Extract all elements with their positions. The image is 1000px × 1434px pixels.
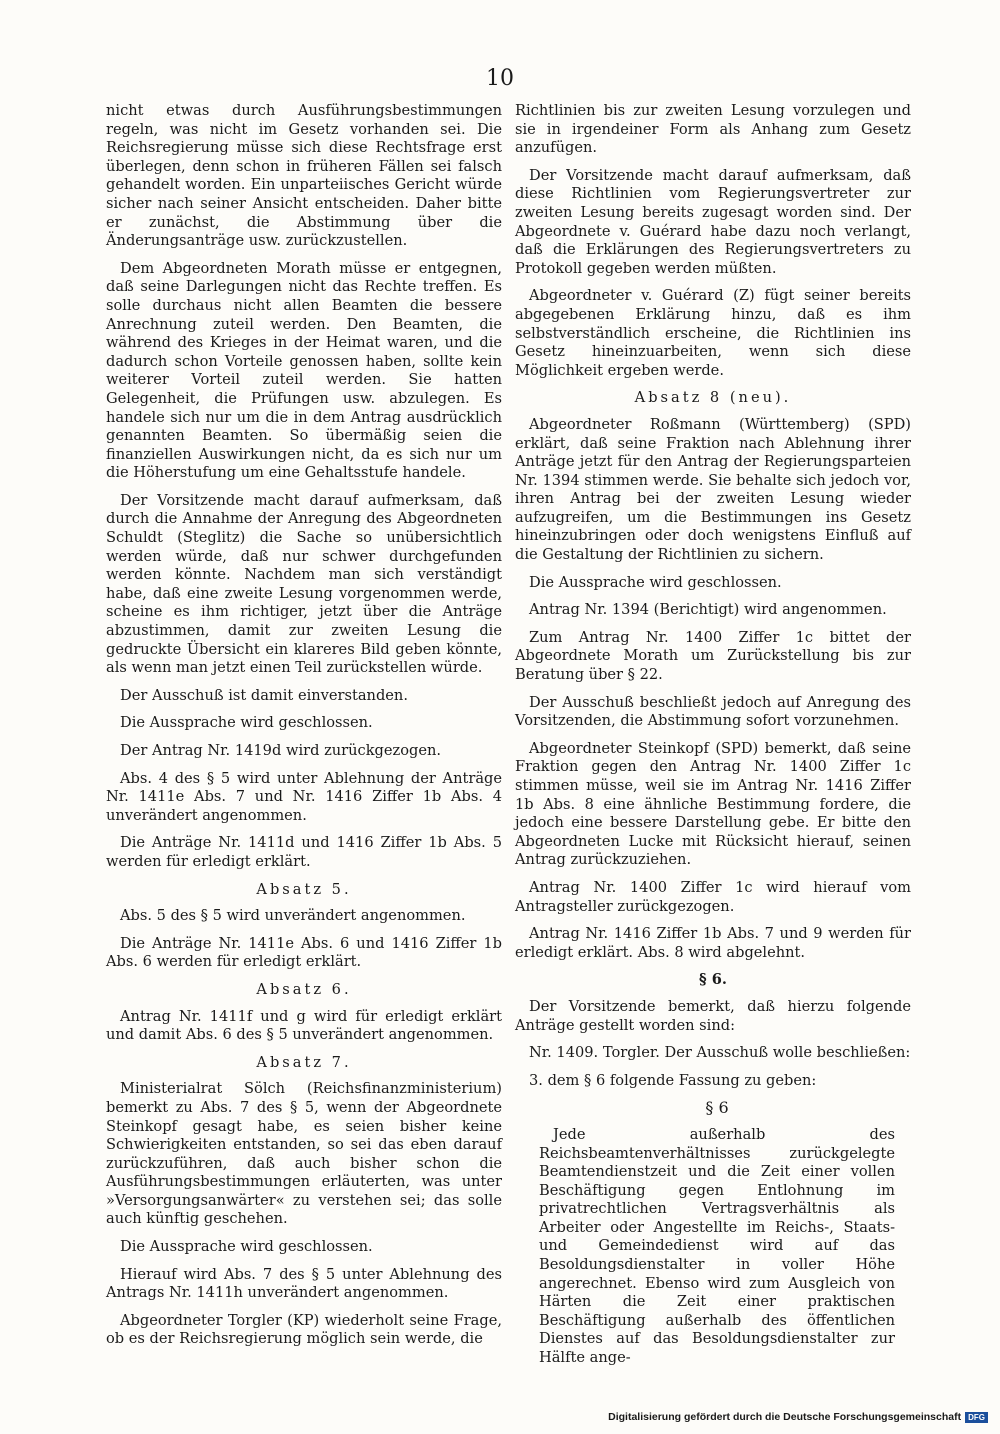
paragraph: Abgeordneter Steinkopf (SPD) bemerkt, daß seine Fraktion gegen den Antrag Nr. 1400 Ziffer 1c stimmen müsse, weil sie im Antrag Nr. 1416 Ziffer 1b Abs. 8 eine ähnliche Bestimmung fordere, die jedoch eine bessere Darstellung gebe. Er bitte den Abgeordneten Lucke mit Rücksicht hierauf, seinen Antrag zurückzuziehen. xyxy=(515,739,911,869)
paragraph: Die Aussprache wird geschlossen. xyxy=(120,714,373,732)
section-heading: Absatz 8 (neu). xyxy=(634,389,792,407)
paragraph: Jede außerhalb des Reichsbeamtenverhältnisses zurückgelegte Beamtendienstzeit und die Zeit einer vollen Beschäftigung gegen Entlohnung im privatrechtlichen Vertragsverhältnis als Arbeiter oder Angestellte im Reichs-, Staats- und Gemeindedienst wird auf das Besoldungsdienstalter in voller Höhe angerechnet. Ebenso wird zum Ausgleich von Härten die Zeit einer praktischen Beschäftigung außerhalb des öffentlichen Dienstes auf das Besoldungsdienstalter zur Hälfte ange- xyxy=(539,1125,895,1367)
paragraph: Richtlinien bis zur zweiten Lesung vorzulegen und sie in irgendeiner Form als Anhang zum Gesetz anzufügen. xyxy=(515,102,911,157)
paragraph: Die Aussprache wird geschlossen. xyxy=(529,573,782,591)
quoted-proposal xyxy=(539,1099,895,1367)
dfg-logo-icon: DFG xyxy=(965,1412,988,1423)
paragraph: Abgeordneter Torgler (KP) wiederholt seine Frage, ob es der Reichsregierung möglich sein werde, die xyxy=(106,1311,502,1348)
paragraph: Der Ausschuß beschließt jedoch auf Anregung des Vorsitzenden, die Abstimmung sofort vorzunehmen. xyxy=(515,693,911,730)
paragraph: 3. dem § 6 folgende Fassung zu geben: xyxy=(529,1071,817,1089)
paragraph: Antrag Nr. 1394 (Berichtigt) wird angenommen. xyxy=(529,601,887,619)
paragraph: Antrag Nr. 1416 Ziffer 1b Abs. 7 und 9 werden für erledigt erklärt. Abs. 8 wird abgelehnt. xyxy=(515,925,911,961)
paragraph: Der Vorsitzende macht darauf aufmerksam, daß diese Richtlinien vom Regierungsvertreter zur zweiten Lesung bereits zugesagt worden sind. Der Abgeordnete v. Guérard habe dazu noch verlangt, daß die Erklärungen des Regierungsvertreters zu Protokoll gegeben werden müßten. xyxy=(515,166,911,277)
paragraph: Der Antrag Nr. 1419d wird zurückgezogen. xyxy=(120,742,442,759)
paragraph: Hierauf wird Abs. 7 des § 5 unter Ablehnung des Antrags Nr. 1411h unverändert angenommen. xyxy=(106,1265,502,1302)
paragraph: Zum Antrag Nr. 1400 Ziffer 1c bittet der Abgeordnete Morath um Zurückstellung bis zur Beratung über § 22. xyxy=(515,628,911,684)
footer xyxy=(608,1411,988,1423)
paragraph: Abs. 5 des § 5 wird unverändert angenommen. xyxy=(120,907,466,925)
paragraph: Der Vorsitzende macht darauf aufmerksam, daß durch die Annahme der Anregung des Abgeordneten Schuldt (Steglitz) die Sache so unübersichtlich werden würde, daß nur schwer durchgefunden werden könnte. Nachdem man sich verständigt habe, daß eine zweite Lesung vorgenommen werde, scheine es ihm richtiger, jetzt über die Anträge abzustimmen, damit zur zweiten Lesung die gedruckte Übersicht ein klareres Bild geben könnte, als wenn man jetzt einen Teil zurückstellen würde. xyxy=(106,491,502,677)
paragraph: Die Aussprache wird geschlossen. xyxy=(120,1238,373,1256)
section-heading: § 6. xyxy=(699,971,727,989)
paragraph: Die Anträge Nr. 1411e Abs. 6 und 1416 Ziffer 1b Abs. 6 werden für erledigt erklärt. xyxy=(106,934,502,971)
paragraph: Abgeordneter v. Guérard (Z) fügt seiner bereits abgegebenen Erklärung hinzu, daß es ihm selbstverständlich erscheine, die Richtlinien ins Gesetz hineinzuarbeiten, wenn sich diese Möglichkeit ergeben werde. xyxy=(515,287,911,379)
paragraph: Die Anträge Nr. 1411d und 1416 Ziffer 1b Abs. 5 werden für erledigt erklärt. xyxy=(106,834,502,870)
paragraph: nicht etwas durch Ausführungsbestimmungen regeln, was nicht im Gesetz vorhanden sei. Die Reichsregierung müsse sich diese Rechtsfrage erst überlegen, denn schon in früheren Fällen sei falsch gehandelt worden. Ein unparteiisches Gericht würde sicher nach seiner Ansicht entscheiden. Daher bitte er zunächst, die Abstimmung über die Änderungsanträge usw. zurückzustellen. xyxy=(106,102,502,250)
section-heading: Absatz 5. xyxy=(256,880,352,898)
paragraph: Nr. 1409. Torgler. Der Ausschuß wolle beschließen: xyxy=(529,1044,911,1062)
paragraph: Der Vorsitzende bemerkt, daß hierzu folgende Anträge gestellt worden sind: xyxy=(515,997,911,1034)
paragraph: Ministerialrat Sölch (Reichsfinanzministerium) bemerkt zu Abs. 7 des § 5, wenn der Abgeordnete Steinkopf gesagt habe, es seien bisher keine Schwierigkeiten entstanden, so sei das eben darauf zurückzuführen, daß auch bisher schon die Ausführungsbestimmungen erläuterten, was unter »Versorgungsanwärter« zu verstehen sei; das solle auch künftig geschehen. xyxy=(106,1080,502,1228)
section-heading: § 6 xyxy=(705,1098,729,1118)
paragraph: Dem Abgeordneten Morath müsse er entgegnen, daß seine Darlegungen nicht das Rechte treffen. Es solle durchaus nicht allen Beamten die bessere Anrechnung zuteil werden. Den Beamten, die während des Krieges in der Heimat waren, und die dadurch schon Vorteile genossen haben, sollte kein weiterer Vorteil zuteil werden. Sie hatten Gelegenheit, die Prüfungen usw. abzulegen. Es handele sich nur um die in dem Antrag ausdrücklich genannten Beamten. So übermäßig seien die finanziellen Auswirkungen nicht, da es sich nur um die Höherstufung um eine Gehaltsstufe handele. xyxy=(106,259,502,482)
page-number: 10 xyxy=(486,66,514,91)
section-heading: Absatz 7. xyxy=(256,1053,352,1071)
footer-text: Digitalisierung gefördert durch die Deutsche Forschungsgemeinschaft xyxy=(608,1411,962,1423)
section-heading: Absatz 6. xyxy=(256,980,352,998)
right-column xyxy=(515,102,911,1377)
paragraph: Abgeordneter Roßmann (Württemberg) (SPD) erklärt, daß seine Fraktion nach Ablehnung ihrer Anträge jetzt für den Antrag der Regierungsparteien Nr. 1394 stimmen werde. Sie behalte sich jedoch vor, ihren Antrag bei der zweiten Lesung wieder aufzugreifen, um die Bestimmungen ins Gesetz hineinzubringen oder doch wenigstens Einfluß auf die Gestaltung der Richtlinien zu sichern. xyxy=(515,415,911,564)
left-column xyxy=(106,102,502,1358)
paragraph: Abs. 4 des § 5 wird unter Ablehnung der Anträge Nr. 1411e Abs. 7 und Nr. 1416 Ziffer 1b Abs. 4 unverändert angenommen. xyxy=(106,769,502,824)
paragraph: Der Ausschuß ist damit einverstanden. xyxy=(120,686,408,704)
paragraph: Antrag Nr. 1411f und g wird für erledigt erklärt und damit Abs. 6 des § 5 unverändert angenommen. xyxy=(106,1007,502,1044)
paragraph: Antrag Nr. 1400 Ziffer 1c wird hierauf vom Antragsteller zurückgezogen. xyxy=(515,878,911,915)
